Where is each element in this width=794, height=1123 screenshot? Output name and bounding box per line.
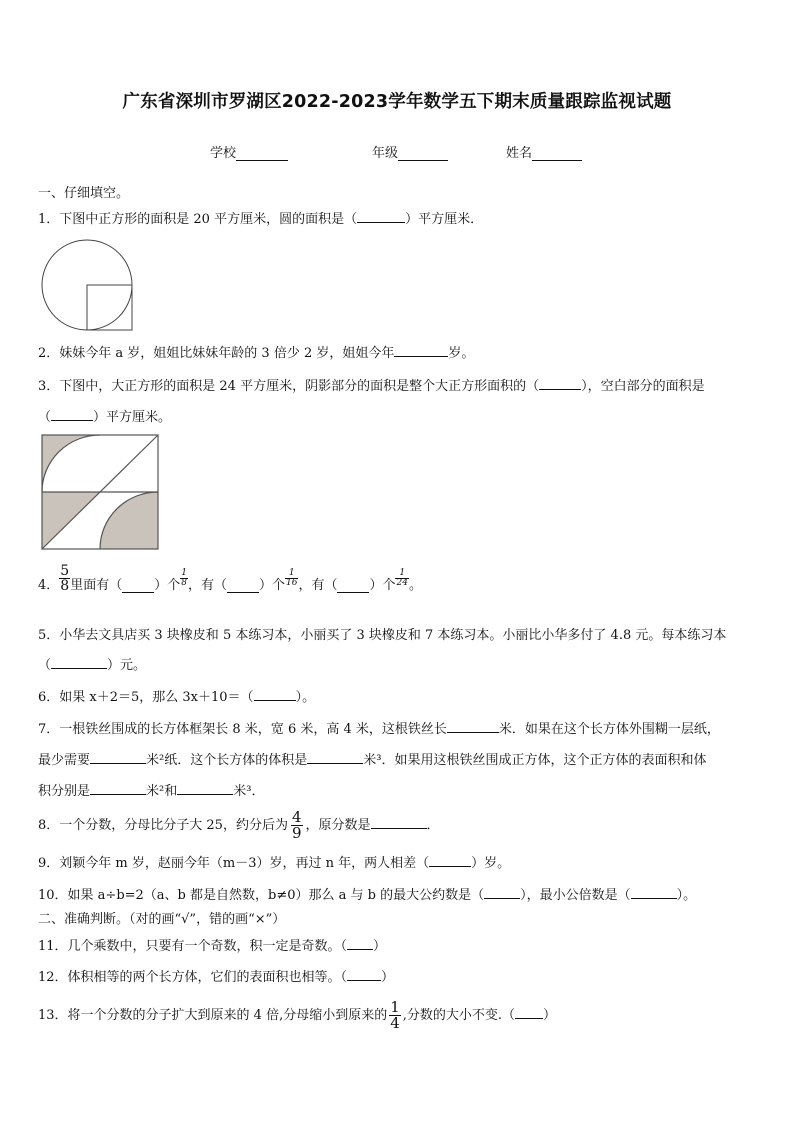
question-13 <box>38 1000 556 1031</box>
question-4-blank-1[interactable] <box>122 580 154 593</box>
question-10-blank-1[interactable] <box>484 886 520 899</box>
fraction-denominator: 8 <box>181 578 187 588</box>
question-3-blank-2[interactable] <box>51 408 93 421</box>
question-13-text-c: ） <box>543 1008 557 1023</box>
question-12-text-b: ） <box>381 970 395 985</box>
school-label: 学校 <box>210 146 237 161</box>
question-7-blank-5[interactable] <box>177 782 233 795</box>
question-7-text-h: 米³． <box>233 784 265 799</box>
question-1-text-a: 1．下图中正方形的面积是 20 平方厘米，圆的面积是（ <box>38 212 358 227</box>
page-title: 广东省深圳市罗湖区2022-2023学年数学五下期末质量跟踪监视试题 <box>122 92 672 112</box>
section-2-heading: 二、准确判断。（对的画“√”，错的画“×”） <box>38 912 286 927</box>
question-8-text-c: ． <box>426 818 440 833</box>
shaded-region-top-left <box>42 435 100 492</box>
question-2 <box>38 342 474 361</box>
question-4-end: 。 <box>408 578 422 593</box>
question-8-blank[interactable] <box>371 816 427 829</box>
question-1 <box>38 208 483 227</box>
question-4-blank-3[interactable] <box>337 580 369 593</box>
fraction-numerator: 1 <box>395 569 408 579</box>
fraction-numerator: 1 <box>181 568 187 578</box>
question-1-blank[interactable] <box>357 210 405 223</box>
fraction-four-ninths <box>291 810 303 841</box>
square-shape <box>87 285 132 330</box>
question-3-text-d: ）平方厘米。 <box>93 410 172 425</box>
question-7-blank-3[interactable] <box>307 751 363 764</box>
question-4-number: 4． <box>38 578 60 593</box>
question-2-text-a: 2．妹妹今年 a 岁，姐姐比妹妹年龄的 3 倍少 2 岁，姐姐今年 <box>38 346 395 361</box>
fraction-numerator: 4 <box>291 808 302 826</box>
question-6 <box>38 686 315 705</box>
question-4-text-1: 里面有（ <box>70 578 123 593</box>
question-7-text-a: 7．一根铁丝围成的长方体框架长 8 米，宽 6 米，高 4 米，这根铁丝长 <box>38 722 447 737</box>
question-6-blank[interactable] <box>254 688 296 701</box>
question-7-text-f: 积分别是 <box>38 784 91 799</box>
question-11-text-b: ） <box>373 939 387 954</box>
question-10-blank-2[interactable] <box>631 886 677 899</box>
question-10 <box>38 884 696 903</box>
fraction-one-sixteenth <box>285 569 298 588</box>
question-9-blank[interactable] <box>429 854 471 867</box>
question-4 <box>38 564 422 593</box>
fraction-five-eighths <box>59 564 70 593</box>
question-7-line-1 <box>38 718 720 737</box>
question-10-text-c: ）。 <box>676 888 697 903</box>
question-10-text-b: ），最小公倍数是（ <box>520 888 631 903</box>
fraction-denominator: 4 <box>390 1014 400 1032</box>
section-1-heading: 一、仔细填空。 <box>38 186 130 201</box>
question-7-blank-2[interactable] <box>90 751 146 764</box>
shaded-region-bottom-right <box>100 492 158 549</box>
fraction-denominator: 24 <box>396 578 408 588</box>
question-4-blank-2[interactable] <box>227 580 259 593</box>
question-7-blank-1[interactable] <box>447 720 499 733</box>
question-9-text-a: 9．刘颖今年 m 岁，赵丽今年（m－3）岁，再过 n 年，两人相差（ <box>38 856 430 871</box>
question-2-text-b: 岁。 <box>448 346 475 361</box>
question-5-line-2 <box>38 654 146 673</box>
question-8-text-a: 8．一个分数，分母比分子大 25，约分后为 <box>38 818 288 833</box>
question-3-blank-1[interactable] <box>539 377 581 390</box>
fraction-denominator: 8 <box>60 578 70 594</box>
question-13-text-a: 13．将一个分数的分子扩大到原来的 4 倍,分母缩小到原来的 <box>38 1008 388 1023</box>
question-3-text-c: （ <box>38 410 52 425</box>
question-3-text-b: ），空白部分的面积是 <box>581 379 705 394</box>
question-5-line-1: 5．小华去文具店买 3 块橡皮和 5 本练习本，小丽买了 3 块橡皮和 7 本练习本。小丽比小华多付了 4.8 元。每本练习本 <box>38 628 727 643</box>
question-12-blank[interactable] <box>347 968 381 981</box>
question-5-blank[interactable] <box>51 656 107 669</box>
question-13-blank[interactable] <box>515 1006 543 1019</box>
name-line[interactable] <box>532 146 582 161</box>
question-7-text-d: 米²纸．这个长方体的体积是 <box>146 753 308 768</box>
question-7-text-e: 米³．如果用这根铁丝围成正方体，这个正方体的表面积和体 <box>363 753 707 768</box>
question-5-text-a: （ <box>38 658 52 673</box>
question-6-text-b: ）。 <box>295 690 316 705</box>
question-12-text-a: 12．体积相等的两个长方体，它们的表面积也相等。（ <box>38 970 348 985</box>
fraction-one-quarter <box>389 1000 401 1031</box>
question-7-text-g: 米²和 <box>146 784 178 799</box>
question-2-blank[interactable] <box>394 344 448 357</box>
question-7-line-2 <box>38 749 706 768</box>
question-7-text-c: 最少需要 <box>38 753 91 768</box>
question-9 <box>38 852 510 871</box>
fraction-one-twenty-fourth <box>395 569 408 588</box>
question-12 <box>38 966 394 985</box>
fraction-numerator: 5 <box>60 563 70 579</box>
question-7-blank-4[interactable] <box>90 782 146 795</box>
school-field[interactable] <box>210 142 288 161</box>
school-line[interactable] <box>236 146 288 161</box>
circle-square-figure <box>40 238 136 332</box>
grade-line[interactable] <box>398 146 448 161</box>
question-1-text-b: ）平方厘米． <box>405 212 484 227</box>
name-field[interactable] <box>506 142 582 161</box>
grade-label: 年级 <box>372 146 399 161</box>
question-7-text-b: 米．如果在这个长方体外围糊一层纸， <box>498 722 720 737</box>
question-11-text-a: 11．几个乘数中，只要有一个奇数，积一定是奇数。（ <box>38 939 348 954</box>
name-label: 姓名 <box>506 146 533 161</box>
question-10-text-a: 10．如果 a÷b=2（a、b 都是自然数，b≠0）那么 a 与 b 的最大公约数是（ <box>38 888 485 903</box>
shaded-square-figure <box>40 433 160 551</box>
question-8 <box>38 810 440 841</box>
question-4-text-3: ，有（ <box>187 578 227 593</box>
fraction-numerator: 1 <box>285 569 298 579</box>
question-4-text-2: ）个 <box>154 578 181 593</box>
question-11-blank[interactable] <box>347 937 373 950</box>
grade-field[interactable] <box>372 142 448 161</box>
question-7-line-3 <box>38 780 264 799</box>
question-5-text-b: ）元。 <box>107 658 147 673</box>
question-13-text-b: ,分数的大小不变.（ <box>402 1008 516 1023</box>
question-3-line-1 <box>38 375 705 394</box>
question-3-line-2 <box>38 406 171 425</box>
question-4-text-4: ）个 <box>258 578 285 593</box>
question-9-text-b: ）岁。 <box>471 856 511 871</box>
question-8-text-b: ，原分数是 <box>305 818 371 833</box>
fraction-one-eighth <box>180 569 188 588</box>
question-3-text-a: 3．下图中，大正方形的面积是 24 平方厘米，阴影部分的面积是整个大正方形面积的（ <box>38 379 540 394</box>
question-4-text-5: ，有（ <box>298 578 338 593</box>
fraction-denominator: 16 <box>286 578 298 588</box>
question-6-text-a: 6．如果 x＋2＝5，那么 3x＋10＝（ <box>38 690 254 705</box>
question-4-text-6: ）个 <box>369 578 396 593</box>
question-11 <box>38 935 386 954</box>
fraction-numerator: 1 <box>390 998 400 1016</box>
fraction-denominator: 9 <box>291 824 302 842</box>
